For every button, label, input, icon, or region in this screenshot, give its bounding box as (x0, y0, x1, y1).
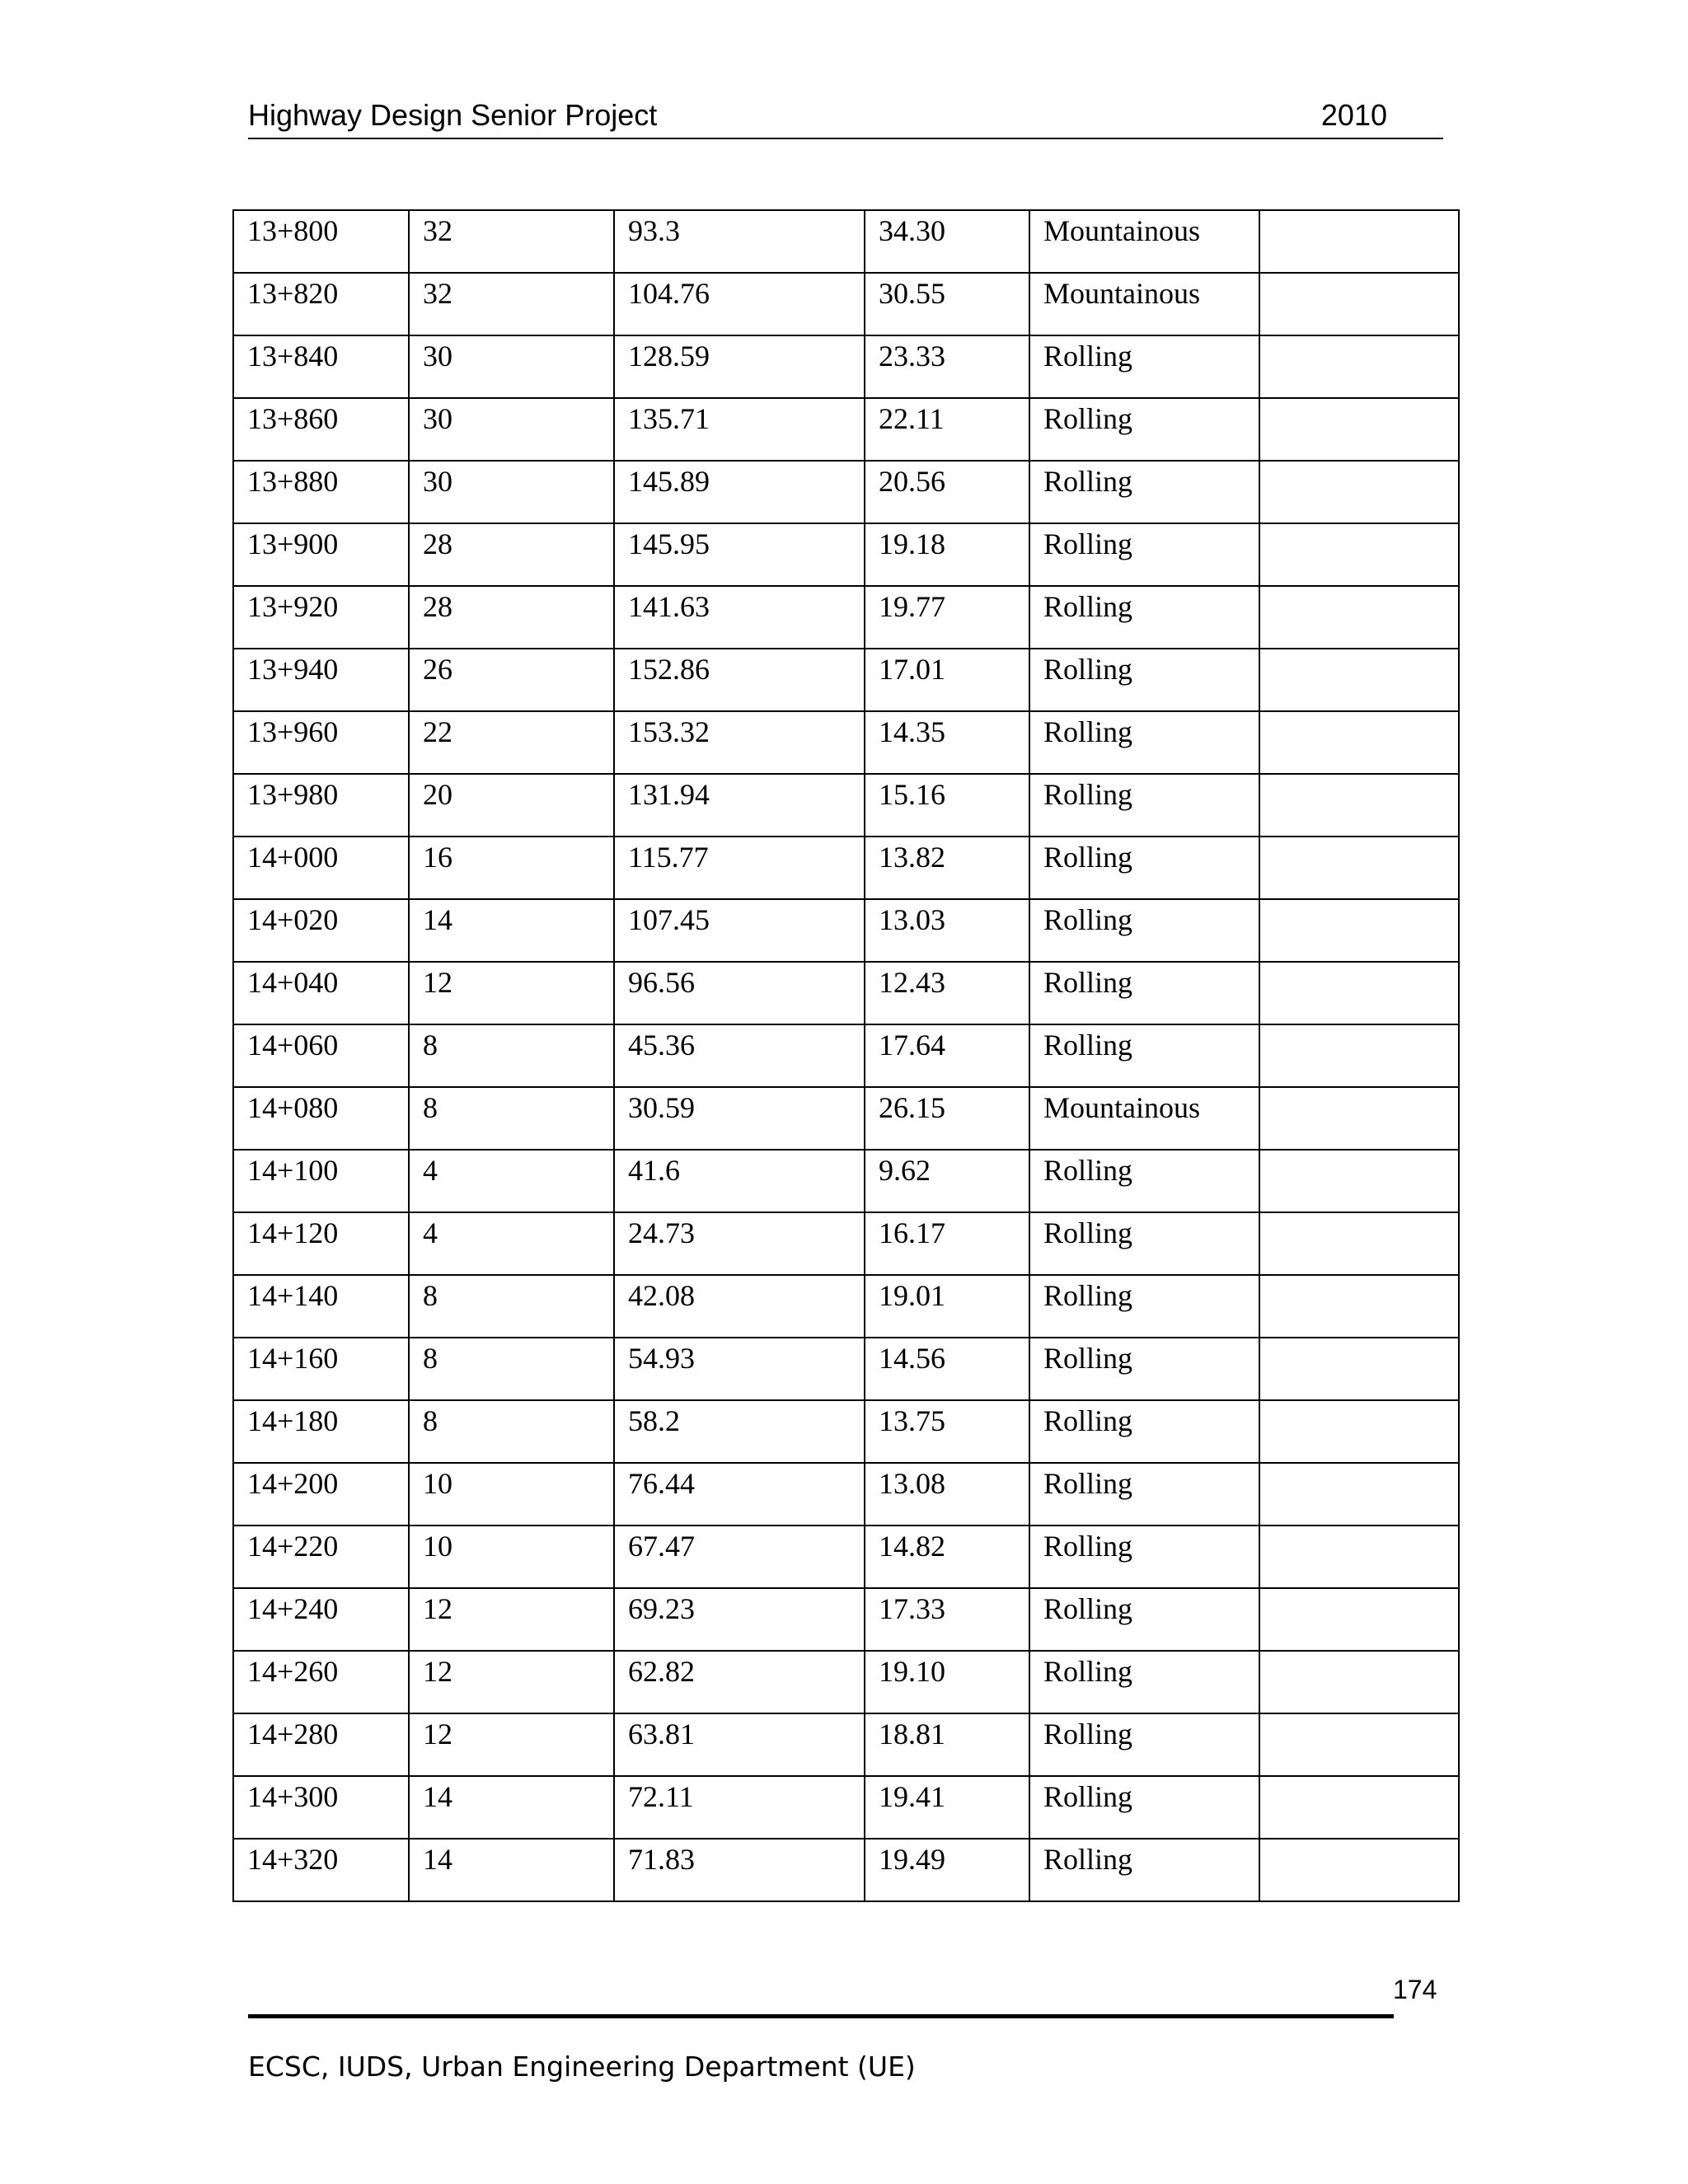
table-cell-col-4: 13.03 (865, 899, 1029, 962)
table-cell-station: 13+980 (233, 774, 409, 837)
table-cell-col-3: 152.86 (614, 649, 865, 711)
table-cell-station: 13+800 (233, 210, 409, 273)
table-row (233, 1463, 1459, 1526)
table-cell-col-2: 26 (409, 649, 614, 711)
table-cell-col-6 (1259, 1400, 1459, 1463)
header-title: Highway Design Senior Project (248, 98, 658, 132)
table-row (233, 461, 1459, 523)
table-cell-col-6 (1259, 1526, 1459, 1588)
table-cell-station: 13+860 (233, 398, 409, 461)
table-cell-terrain: Mountainous (1029, 210, 1259, 273)
table-row (233, 523, 1459, 586)
table-cell-col-4: 14.35 (865, 711, 1029, 774)
table-cell-col-4: 30.55 (865, 273, 1029, 335)
table-cell-col-6 (1259, 1588, 1459, 1651)
table-cell-station: 13+940 (233, 649, 409, 711)
table-cell-col-6 (1259, 1024, 1459, 1087)
table-cell-col-2: 4 (409, 1150, 614, 1212)
table-cell-col-3: 62.82 (614, 1651, 865, 1713)
table-cell-station: 14+220 (233, 1526, 409, 1588)
table-cell-col-4: 19.01 (865, 1275, 1029, 1338)
table-cell-terrain: Rolling (1029, 1400, 1259, 1463)
table-cell-col-6 (1259, 1275, 1459, 1338)
table-cell-col-6 (1259, 1839, 1459, 1901)
table-row (233, 837, 1459, 899)
table-cell-terrain: Rolling (1029, 1651, 1259, 1713)
table-cell-col-3: 24.73 (614, 1212, 865, 1275)
page-number: 174 (1393, 1975, 1437, 2004)
table-cell-col-4: 13.08 (865, 1463, 1029, 1526)
table-cell-terrain: Rolling (1029, 899, 1259, 962)
table-cell-col-3: 72.11 (614, 1776, 865, 1839)
table-cell-col-4: 17.01 (865, 649, 1029, 711)
table-cell-col-3: 69.23 (614, 1588, 865, 1651)
table-cell-col-3: 45.36 (614, 1024, 865, 1087)
table-cell-col-6 (1259, 774, 1459, 837)
table-cell-col-6 (1259, 523, 1459, 586)
table-cell-col-4: 19.41 (865, 1776, 1029, 1839)
table-cell-col-4: 19.77 (865, 586, 1029, 649)
table-cell-station: 13+820 (233, 273, 409, 335)
table-cell-station: 14+120 (233, 1212, 409, 1275)
table-cell-terrain: Rolling (1029, 774, 1259, 837)
table-cell-col-6 (1259, 335, 1459, 398)
table-row (233, 711, 1459, 774)
table-cell-terrain: Rolling (1029, 1212, 1259, 1275)
table-cell-col-4: 19.10 (865, 1651, 1029, 1713)
table-row (233, 1651, 1459, 1713)
table-cell-col-3: 145.89 (614, 461, 865, 523)
table-cell-col-2: 8 (409, 1338, 614, 1400)
table-cell-col-2: 28 (409, 523, 614, 586)
table-cell-col-4: 17.33 (865, 1588, 1029, 1651)
table-cell-col-6 (1259, 461, 1459, 523)
table-row (233, 899, 1459, 962)
table-cell-station: 14+180 (233, 1400, 409, 1463)
header-year: 2010 (1320, 98, 1387, 132)
table-cell-terrain: Rolling (1029, 1338, 1259, 1400)
table-cell-station: 14+160 (233, 1338, 409, 1400)
table-cell-terrain: Rolling (1029, 1150, 1259, 1212)
terrain-table (232, 209, 1460, 1902)
table-row (233, 1839, 1459, 1901)
table-body (233, 210, 1459, 1901)
table-row (233, 1275, 1459, 1338)
table-cell-terrain: Rolling (1029, 1463, 1259, 1526)
table-cell-terrain: Rolling (1029, 1713, 1259, 1776)
table-cell-station: 13+880 (233, 461, 409, 523)
table-cell-station: 14+000 (233, 837, 409, 899)
table-cell-col-2: 12 (409, 1651, 614, 1713)
table-cell-station: 13+920 (233, 586, 409, 649)
table-row (233, 210, 1459, 273)
table-cell-terrain: Rolling (1029, 1776, 1259, 1839)
table-cell-col-3: 67.47 (614, 1526, 865, 1588)
table-cell-col-2: 8 (409, 1400, 614, 1463)
table-row (233, 335, 1459, 398)
table-row (233, 1400, 1459, 1463)
table-cell-col-2: 30 (409, 461, 614, 523)
table-cell-station: 14+140 (233, 1275, 409, 1338)
table-cell-col-3: 30.59 (614, 1087, 865, 1150)
table-cell-col-6 (1259, 586, 1459, 649)
table-cell-col-4: 15.16 (865, 774, 1029, 837)
table-cell-col-2: 28 (409, 586, 614, 649)
table-cell-col-4: 14.82 (865, 1526, 1029, 1588)
table-cell-col-3: 131.94 (614, 774, 865, 837)
table-cell-station: 14+280 (233, 1713, 409, 1776)
table-cell-col-3: 54.93 (614, 1338, 865, 1400)
table-cell-terrain: Rolling (1029, 962, 1259, 1024)
table-cell-col-2: 10 (409, 1526, 614, 1588)
table-cell-col-6 (1259, 1776, 1459, 1839)
table-cell-col-6 (1259, 1463, 1459, 1526)
table-cell-col-3: 135.71 (614, 398, 865, 461)
table-row (233, 774, 1459, 837)
table-cell-terrain: Rolling (1029, 1024, 1259, 1087)
table-cell-col-2: 12 (409, 962, 614, 1024)
table-cell-col-2: 10 (409, 1463, 614, 1526)
table-cell-col-6 (1259, 398, 1459, 461)
table-cell-col-2: 14 (409, 1839, 614, 1901)
table-cell-col-2: 12 (409, 1713, 614, 1776)
table-cell-col-3: 141.63 (614, 586, 865, 649)
table-cell-col-4: 26.15 (865, 1087, 1029, 1150)
table-cell-station: 14+020 (233, 899, 409, 962)
table-cell-terrain: Mountainous (1029, 273, 1259, 335)
table-cell-col-2: 30 (409, 398, 614, 461)
table-row (233, 1024, 1459, 1087)
table-cell-terrain: Rolling (1029, 335, 1259, 398)
table-cell-col-6 (1259, 273, 1459, 335)
table-row (233, 1212, 1459, 1275)
table-cell-col-6 (1259, 962, 1459, 1024)
table-cell-station: 14+040 (233, 962, 409, 1024)
table-row (233, 1526, 1459, 1588)
table-cell-col-4: 13.75 (865, 1400, 1029, 1463)
table-cell-station: 13+900 (233, 523, 409, 586)
table-cell-station: 14+200 (233, 1463, 409, 1526)
table-cell-col-6 (1259, 1713, 1459, 1776)
table-row (233, 649, 1459, 711)
table-cell-col-6 (1259, 837, 1459, 899)
table-cell-col-6 (1259, 649, 1459, 711)
table-cell-col-3: 76.44 (614, 1463, 865, 1526)
table-cell-col-2: 32 (409, 210, 614, 273)
table-cell-col-2: 12 (409, 1588, 614, 1651)
table-cell-col-3: 93.3 (614, 210, 865, 273)
table-cell-col-2: 8 (409, 1087, 614, 1150)
table-cell-station: 13+960 (233, 711, 409, 774)
table-cell-terrain: Mountainous (1029, 1087, 1259, 1150)
table-cell-col-6 (1259, 1150, 1459, 1212)
table-cell-col-4: 34.30 (865, 210, 1029, 273)
table-cell-col-4: 16.17 (865, 1212, 1029, 1275)
table-row (233, 1087, 1459, 1150)
table-cell-col-3: 107.45 (614, 899, 865, 962)
table-cell-station: 14+260 (233, 1651, 409, 1713)
table-cell-terrain: Rolling (1029, 586, 1259, 649)
table-cell-col-2: 8 (409, 1024, 614, 1087)
table-cell-col-2: 30 (409, 335, 614, 398)
table-cell-col-6 (1259, 1651, 1459, 1713)
table-cell-terrain: Rolling (1029, 1526, 1259, 1588)
table-cell-col-4: 19.49 (865, 1839, 1029, 1901)
table-cell-col-2: 32 (409, 273, 614, 335)
table-cell-col-3: 153.32 (614, 711, 865, 774)
table-cell-col-4: 20.56 (865, 461, 1029, 523)
table-cell-col-4: 23.33 (865, 335, 1029, 398)
table-cell-col-4: 12.43 (865, 962, 1029, 1024)
table-cell-terrain: Rolling (1029, 837, 1259, 899)
table-cell-col-3: 96.56 (614, 962, 865, 1024)
table-row (233, 1713, 1459, 1776)
table-cell-col-2: 16 (409, 837, 614, 899)
table-cell-terrain: Rolling (1029, 398, 1259, 461)
table-cell-col-4: 14.56 (865, 1338, 1029, 1400)
table-cell-col-4: 9.62 (865, 1150, 1029, 1212)
table-row (233, 273, 1459, 335)
table-cell-terrain: Rolling (1029, 1839, 1259, 1901)
table-cell-station: 14+320 (233, 1839, 409, 1901)
table-cell-col-2: 14 (409, 1776, 614, 1839)
table-cell-col-3: 42.08 (614, 1275, 865, 1338)
table-cell-station: 14+100 (233, 1150, 409, 1212)
table-cell-col-2: 20 (409, 774, 614, 837)
table-cell-col-6 (1259, 1212, 1459, 1275)
table-cell-col-6 (1259, 711, 1459, 774)
table-cell-col-3: 71.83 (614, 1839, 865, 1901)
table-row (233, 398, 1459, 461)
table-row (233, 1588, 1459, 1651)
table-cell-station: 13+840 (233, 335, 409, 398)
table-cell-station: 14+240 (233, 1588, 409, 1651)
footer-text: ECSC, IUDS, Urban Engineering Department (UE) (248, 2050, 916, 2083)
table-cell-col-3: 63.81 (614, 1713, 865, 1776)
table-cell-station: 14+300 (233, 1776, 409, 1839)
table-cell-terrain: Rolling (1029, 523, 1259, 586)
table-row (233, 1338, 1459, 1400)
page-header (248, 95, 1443, 139)
table-row (233, 1776, 1459, 1839)
table-cell-terrain: Rolling (1029, 1275, 1259, 1338)
table-cell-col-4: 19.18 (865, 523, 1029, 586)
table-cell-col-6 (1259, 1338, 1459, 1400)
table-cell-col-6 (1259, 899, 1459, 962)
table-cell-col-4: 18.81 (865, 1713, 1029, 1776)
table-cell-terrain: Rolling (1029, 1588, 1259, 1651)
table-cell-col-3: 104.76 (614, 273, 865, 335)
table-cell-col-6 (1259, 210, 1459, 273)
table-cell-terrain: Rolling (1029, 461, 1259, 523)
table-cell-col-4: 22.11 (865, 398, 1029, 461)
table-cell-col-3: 58.2 (614, 1400, 865, 1463)
table-cell-station: 14+080 (233, 1087, 409, 1150)
table-cell-station: 14+060 (233, 1024, 409, 1087)
table-cell-col-2: 8 (409, 1275, 614, 1338)
table-cell-col-4: 17.64 (865, 1024, 1029, 1087)
footer-divider (248, 2014, 1394, 2018)
table-cell-col-3: 128.59 (614, 335, 865, 398)
table-cell-col-4: 13.82 (865, 837, 1029, 899)
table-cell-col-3: 115.77 (614, 837, 865, 899)
table-row (233, 1150, 1459, 1212)
table-cell-col-2: 4 (409, 1212, 614, 1275)
table-cell-col-6 (1259, 1087, 1459, 1150)
table-cell-col-3: 41.6 (614, 1150, 865, 1212)
table-row (233, 962, 1459, 1024)
table-cell-col-2: 14 (409, 899, 614, 962)
table-cell-terrain: Rolling (1029, 711, 1259, 774)
table-row (233, 586, 1459, 649)
table-cell-terrain: Rolling (1029, 649, 1259, 711)
table-cell-col-3: 145.95 (614, 523, 865, 586)
table-cell-col-2: 22 (409, 711, 614, 774)
